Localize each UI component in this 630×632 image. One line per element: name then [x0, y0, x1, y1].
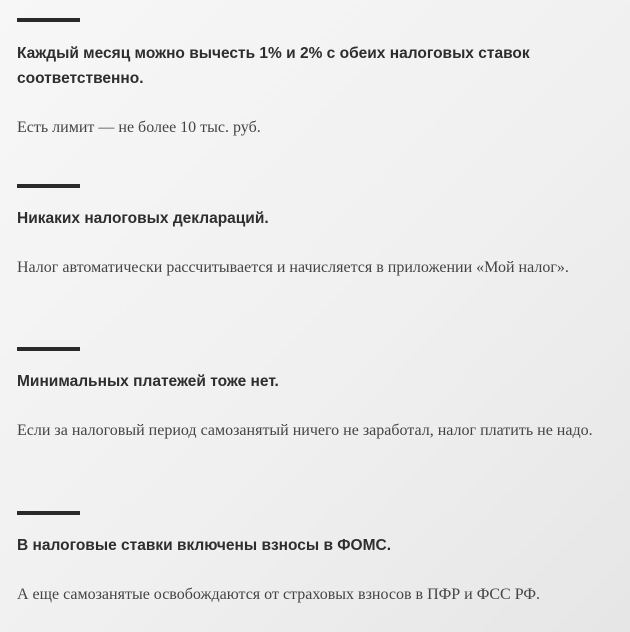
section-heading: Каждый месяц можно вычесть 1% и 2% с обеих налоговых ставок соответственно.	[17, 45, 530, 87]
section-divider-bar	[17, 18, 80, 22]
section-divider-bar	[17, 511, 80, 515]
section-no-declarations	[17, 184, 625, 276]
section-divider-bar	[17, 184, 80, 188]
section-heading: В налоговые ставки включены взносы в ФОМС.	[17, 537, 392, 554]
section-deduction	[17, 18, 625, 136]
section-body: Если за налоговый период самозанятый ничего не заработал, налог платить не надо.	[17, 422, 593, 439]
section-divider-bar	[17, 347, 80, 351]
section-body: Есть лимит — не более 10 тыс. руб.	[17, 119, 261, 136]
section-no-minimum-payments	[17, 347, 625, 439]
section-heading: Никаких налоговых деклараций.	[17, 210, 269, 227]
section-heading: Минимальных платежей тоже нет.	[17, 373, 279, 390]
section-body: Налог автоматически рассчитывается и начисляется в приложении «Мой налог».	[17, 259, 569, 276]
section-foms	[17, 511, 625, 603]
section-body: А еще самозанятые освобождаются от страховых взносов в ПФР и ФСС РФ.	[17, 586, 540, 603]
